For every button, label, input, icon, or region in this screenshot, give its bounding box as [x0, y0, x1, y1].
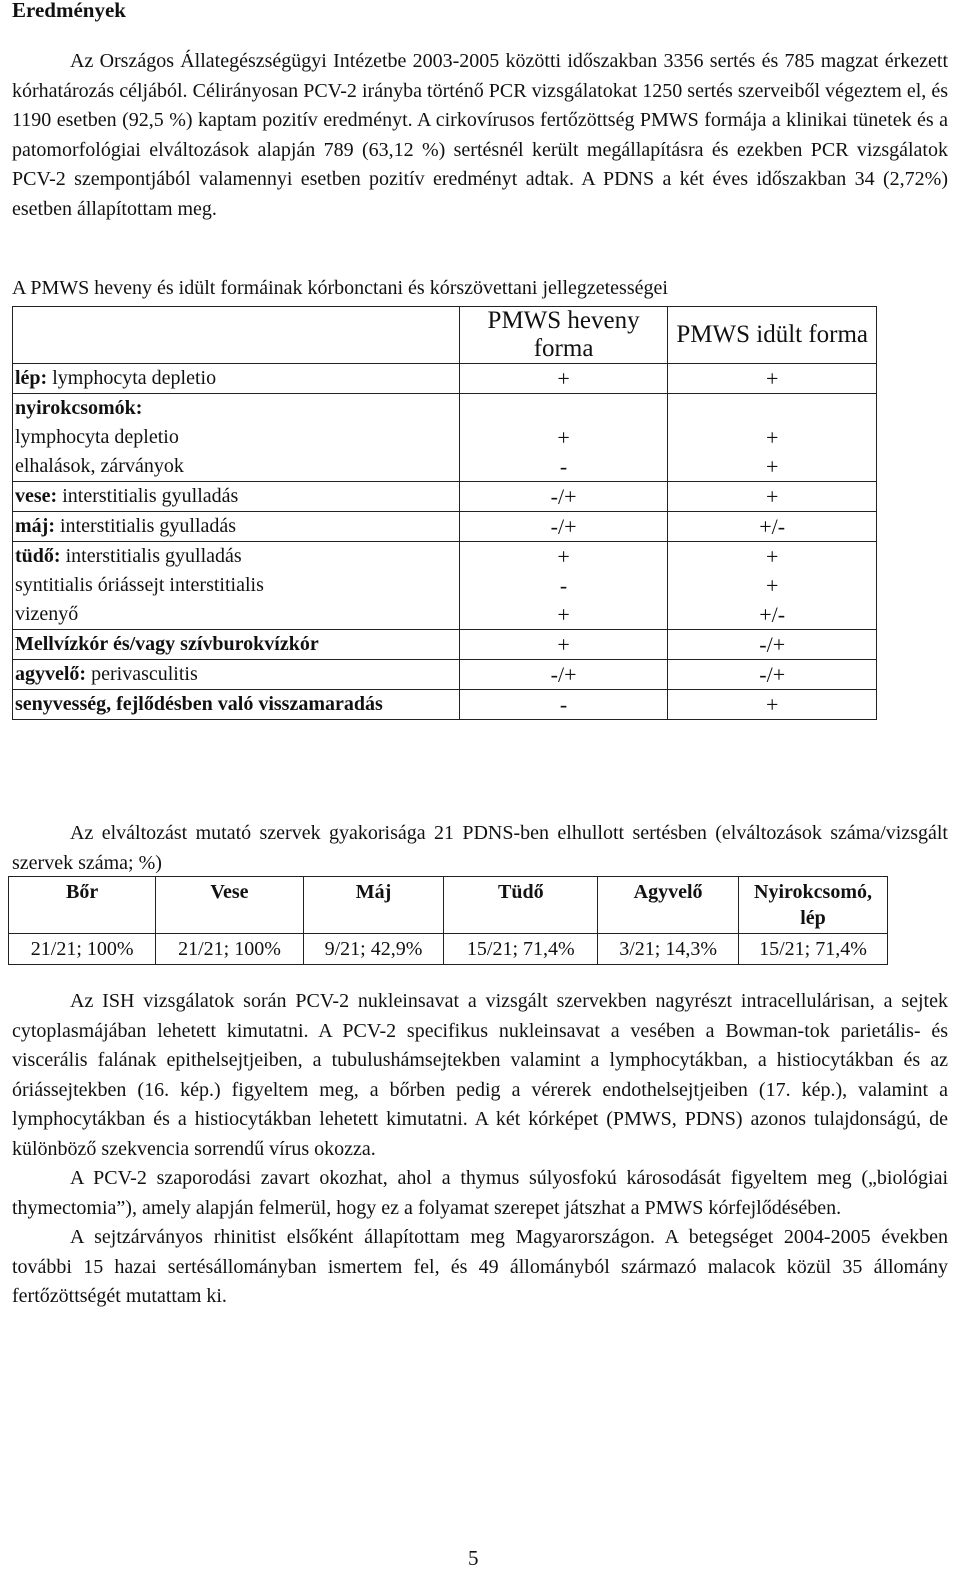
table2-header-cell: Bőr [9, 877, 156, 934]
table1-cell-acute: + - [459, 394, 668, 482]
table2-value-cell: 9/21; 42,9% [303, 934, 444, 965]
table1-cell-chronic: -/+ [668, 630, 877, 660]
page-number: 5 [468, 1546, 479, 1570]
table1-header-row [13, 307, 877, 364]
table1-row-label-rest: interstitialis gyulladás [57, 485, 239, 507]
table1-row-label-bold: agyvelő: [15, 663, 87, 685]
table1-cell-acute: - [459, 690, 668, 720]
table1-row-label-rest: interstitialis gyulladás syntitialis óriássejt interstitialis vizenyő [15, 545, 264, 625]
table1-row-label-bold: senyvesség, fejlődésben való visszamaradás [15, 693, 383, 715]
table1-row [13, 394, 877, 482]
paragraph-ish: Az ISH vizsgálatok során PCV-2 nukleinsavat a vizsgált szervekben nagyrészt intracellulárisan, a sejtek cytoplasmájában lehetett kimutatni. A PCV-2 specifikus nukleinsavat a vesében a Bowman-tok parietális- és viscerális falának epithelsejtjeiben, a tubulushámsejtekben valamint a lymphocytákban, a histiocytákban és az óriássejtekben (16. kép.) figyeltem meg, a bőrben pedig a vérerek endothelsejtjeiben (17. kép.), valamint a lymphocytákban és a histiocytákban lehetett kimutatni. A két kórképet (PMWS, PDNS) azonos tulajdonságú, de különböző szekvencia sorrendű vírus okozza. [12, 990, 948, 1160]
pdns-organ-frequency-table [8, 876, 888, 965]
table1-row-label [13, 364, 460, 394]
table1-row [13, 482, 877, 512]
table2-header-cell: Máj [303, 877, 444, 934]
table1-cell-acute: -/+ [459, 660, 668, 690]
table2-value-cell: 3/21; 14,3% [598, 934, 739, 965]
pmws-features-table [12, 306, 877, 720]
table2-header-cell: Vese [156, 877, 303, 934]
table1-cell-acute: + [459, 630, 668, 660]
table1-row [13, 542, 877, 630]
table1-row-label-bold: vese: [15, 485, 58, 507]
table2-header-cell: Tüdő [444, 877, 598, 934]
table1-row [13, 690, 877, 720]
table1-row-label-bold: nyirokcsomók: [15, 397, 143, 419]
table1-cell-chronic: + + +/- [668, 542, 877, 630]
paragraph-thymus: A PCV-2 szaporodási zavart okozhat, ahol a thymus súlyosfokú károsodását figyeltem meg („biológiai thymectomia”), amely alapján felmerül, hogy ez a folyamat szerepet játszhat a PMWS kórfejlődésében. [12, 1167, 948, 1219]
table1-row-label-bold: lép: [15, 367, 48, 389]
table1-row [13, 630, 877, 660]
table1-row-label-bold: tüdő: [15, 545, 61, 567]
table1-cell-chronic: +/- [668, 512, 877, 542]
table2-value-row [9, 934, 888, 965]
table1-row-label-rest: lymphocyta depletio [47, 367, 217, 389]
table1-row-label [13, 690, 460, 720]
table2-value-cell: 15/21; 71,4% [739, 934, 888, 965]
table2-header-cell: Nyirokcsomó, lép [739, 877, 888, 934]
table1-cell-acute: -/+ [459, 482, 668, 512]
table2-caption [12, 818, 948, 878]
table1-row-label-bold: máj: [15, 515, 55, 537]
section-heading: Eredmények [12, 0, 126, 22]
intro-paragraph [12, 47, 948, 224]
table1-row-label [13, 630, 460, 660]
table1-row-label [13, 482, 460, 512]
table1-cell-acute: -/+ [459, 512, 668, 542]
table1-cell-chronic: + [668, 690, 877, 720]
table1-row-label-rest: perivasculitis [86, 663, 198, 685]
table2-value-cell: 21/21; 100% [9, 934, 156, 965]
table2-header-cell: Agyvelő [598, 877, 739, 934]
table1-row-label [13, 660, 460, 690]
table1-cell-chronic: + [668, 482, 877, 512]
table1-cell-acute: + [459, 364, 668, 394]
table1-row-label-rest: interstitialis gyulladás [54, 515, 237, 537]
table2-value-cell: 15/21; 71,4% [444, 934, 598, 965]
table1-header-empty [13, 307, 460, 364]
table1-cell-chronic: + [668, 364, 877, 394]
results-body [12, 987, 948, 1312]
table1-header-chronic: PMWS idült forma [668, 307, 877, 364]
table2-header-row [9, 877, 888, 934]
table1-cell-chronic: + + [668, 394, 877, 482]
table1-row-label [13, 394, 460, 482]
table1-cell-acute: + - + [459, 542, 668, 630]
table1-row [13, 512, 877, 542]
table1-row-label [13, 512, 460, 542]
table1-row-label-rest: lymphocyta depletio elhalások, zárványok [15, 426, 184, 477]
table1-cell-chronic: -/+ [668, 660, 877, 690]
paragraph-rhinitis: A sejtzárványos rhinitist elsőként állapítottam meg Magyarországon. A betegséget 2004-2005 években további 15 hazai sertésállományban ismertem fel, és 49 állományból származó malacok közül 35 állomány fertőzöttségét mutattam ki. [12, 1226, 948, 1307]
table2-caption-text: Az elváltozást mutató szervek gyakorisága 21 PDNS-ben elhullott sertésben (elváltozások száma/vizsgált szervek száma; %) [12, 822, 948, 874]
table1-caption: A PMWS heveny és idült formáinak kórbonctani és kórszövettani jellegzetességei [12, 277, 668, 299]
table2-value-cell: 21/21; 100% [156, 934, 303, 965]
table1-row [13, 660, 877, 690]
table1-row [13, 364, 877, 394]
table1-row-label-bold: Mellvízkór és/vagy szívburokvízkór [15, 633, 319, 655]
table1-row-label [13, 542, 460, 630]
intro-text: Az Országos Állategészségügyi Intézetbe 2003-2005 közötti időszakban 3356 sertés és 785 magzat érkezett kórhatározás céljából. Célirányosan PCV-2 irányba történő PCR vizsgálatokat 1250 sertés szerveiből végeztem el, és 1190 esetben (92,5 %) kaptam pozitív eredményt. A cirkovírusos fertőzöttség PMWS formája a klinikai tünetek és a patomorfológiai elváltozások alapján 789 (63,12 %) sertésnél került megállapításra és ezekben PCR vizsgálatok PCV-2 szempontjából valamennyi esetben pozitív eredményt adtak. A PDNS a két éves időszakban 34 (2,72%) esetben állapítottam meg. [12, 50, 948, 220]
table1-header-acute: PMWS heveny forma [459, 307, 668, 364]
